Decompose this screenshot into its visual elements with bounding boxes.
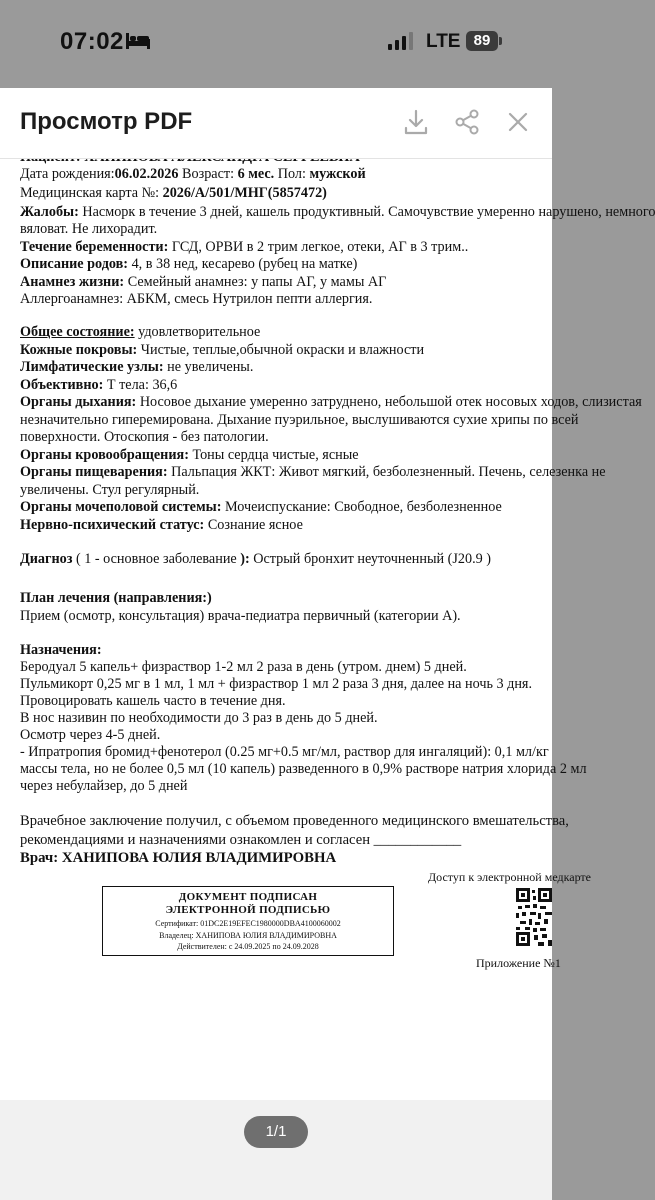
viewer-footer (0, 1100, 552, 1200)
prescription-6: - Ипратропия бромид+фенотерол (0.25 мг+0.5 мг/мл, раствор для ингаляций): 0,1 мл/кг (20, 744, 549, 760)
pdf-viewer[interactable] (0, 158, 655, 1100)
prescription-3: Провоцировать кашель часто в течение дня. (20, 693, 286, 709)
diagnosis-line: Диагноз ( 1 - основное заболевание ): Острый бронхит неуточненный (J20.9 ) (20, 551, 491, 567)
battery-icon (466, 31, 498, 51)
stamp-owner: Владелец: ХАНИПОВА ЮЛИЯ ВЛАДИМИРОВНА (159, 931, 337, 940)
consent-line-2: рекомендациями и назначениями ознакомлен и согласен ____________ (20, 832, 462, 848)
prescription-7: массы тела, но не более 0,5 мл (10 капель) разведенного в 0,9% растворе натрия хлорида 2 мл (20, 761, 587, 777)
stamp-line-2: ЭЛЕКТРОННОЙ ПОДПИСЬЮ (165, 904, 331, 916)
consent-line-1: Врачебное заключение получил, с объемом проведенного медицинского вмешательства, (20, 813, 569, 829)
sheet-title: Просмотр PDF (20, 108, 193, 135)
bed-icon (126, 31, 150, 49)
qr-code-icon (516, 888, 552, 948)
urine-line: Органы мочеполовой системы: Мочеиспускание: Свободное, безболезненное (20, 499, 502, 515)
general-line: Общее состояние: удовлетворительное (20, 324, 261, 340)
plan-heading: План лечения (направления:) (20, 590, 212, 606)
appendix-text: Приложение №1 (476, 956, 561, 970)
plan-text: Прием (осмотр, консультация) врача-педиатра первичный (категории А). (20, 608, 461, 624)
share-icon[interactable] (453, 108, 481, 136)
status-time: 07:02 (60, 28, 124, 55)
stamp-valid: Действителен: с 24.09.2025 по 24.09.2028 (177, 942, 319, 951)
resp-line: Органы дыхания: Носовое дыхание умеренно затруднено, небольшой отек носовых ходов, слизистая (20, 394, 642, 410)
prescription-2: Пульмикорт 0,25 мг в 1 мл, 1 мл + физраствор 1 мл 2 раза 3 дня, далее на ночь 3 дня. (20, 676, 533, 692)
skin-line: Кожные покровы: Чистые, теплые,обычной окраски и влажности (20, 342, 425, 358)
battery-level: 89 (473, 32, 491, 49)
pregnancy-line: Течение беременности: ГСД, ОРВИ в 2 трим легкое, отеки, АГ в 3 трим.. (20, 239, 469, 255)
life-line: Анамнез жизни: Семейный анамнез: у папы АГ, у мамы АГ (20, 274, 387, 290)
allergy-line: Аллергоанамнез: АБКМ, смесь Нутрилон пепти аллергия. (20, 291, 373, 307)
objective-line: Объективно: Т тела: 36,6 (20, 377, 178, 393)
prescription-1: Беродуал 5 капель+ физраствор 1-2 мл 2 раза в день (утром. днем) 5 дней. (20, 659, 467, 675)
network-type: LTE (426, 31, 461, 52)
download-icon[interactable] (402, 108, 430, 136)
prescription-4: В нос називин по необходимости до 3 раз в день до 5 дней. (20, 710, 378, 726)
signal-icon (388, 32, 414, 50)
sheet-header (0, 88, 552, 159)
complaints-line: Жалобы: Насморк в течение 3 дней, кашель продуктивный. Самочувствие умеренно нарушено, немного (20, 204, 655, 220)
lymph-line: Лимфатические узлы: не увеличены. (20, 359, 254, 375)
dob-line: Дата рождения:06.02.2026 Возраст: 6 мес. Пол: мужской (20, 166, 366, 182)
doctor-line: Врач: ХАНИПОВА ЮЛИЯ ВЛАДИМИРОВНА (20, 850, 337, 866)
prescription-5: Осмотр через 4-5 дней. (20, 727, 161, 743)
pdf-preview-sheet (0, 88, 655, 1200)
signature-stamp (102, 886, 394, 956)
circ-line: Органы кровообращения: Тоны сердца чистые, ясные (20, 447, 359, 463)
digest-line-2: увеличены. Стул регулярный. (20, 482, 200, 498)
prescription-8: через небулайзер, до 5 дней (20, 778, 188, 794)
close-icon[interactable] (504, 108, 532, 136)
birth-line: Описание родов: 4, в 38 нед, кесарево (рубец на матке) (20, 256, 358, 272)
page-indicator[interactable]: 1/1 (244, 1116, 308, 1148)
stamp-line-1: ДОКУМЕНТ ПОДПИСАН (178, 891, 318, 903)
access-text: Доступ к электронной медкарте (428, 870, 591, 884)
complaints-line-2: вяловат. Не лихорадит. (20, 221, 158, 237)
neuro-line: Нервно-психический статус: Сознание ясное (20, 517, 303, 533)
card-line: Медицинская карта №: 2026/А/501/МНГ(5857472) (20, 185, 327, 201)
digest-line: Органы пищеварения: Пальпация ЖКТ: Живот мягкий, безболезненный. Печень, селезенка не (20, 464, 606, 480)
stamp-cert: Сертификат: 01DC2E19EFEC1980000DBA4100060002 (155, 919, 341, 928)
resp-line-2: незначительно гиперемирована. Дыхание пуэрильное, выслушиваются сухие хрипы по всей (20, 412, 579, 428)
status-bar (0, 0, 552, 86)
prescriptions-heading: Назначения: (20, 642, 102, 658)
resp-line-3: поверхности. Отоскопия - без патологии. (20, 429, 269, 445)
